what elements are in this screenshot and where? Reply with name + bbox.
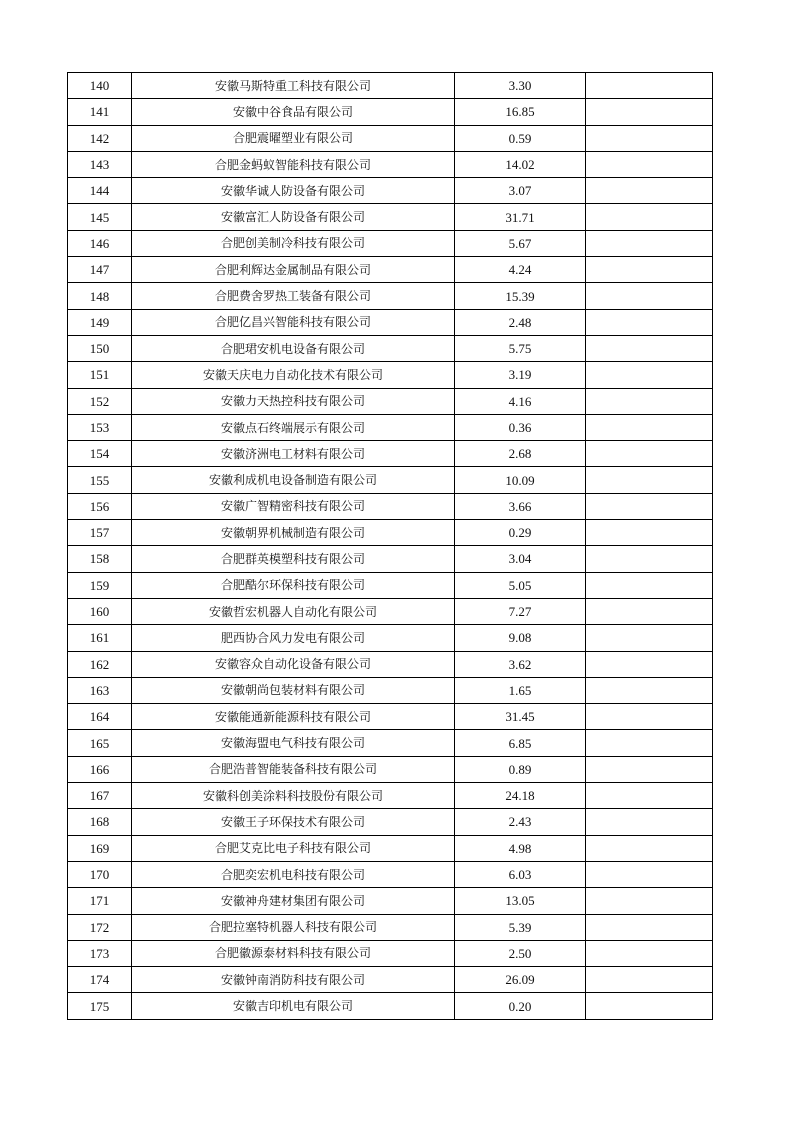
row-number-cell: 140 — [68, 73, 132, 99]
row-number-cell: 155 — [68, 467, 132, 493]
note-cell — [586, 783, 713, 809]
table-row — [68, 467, 713, 493]
row-number-cell: 170 — [68, 861, 132, 887]
table-row — [68, 861, 713, 887]
company-name-cell: 合肥拉塞特机器人科技有限公司 — [132, 914, 455, 940]
note-cell — [586, 204, 713, 230]
company-name-cell: 安徽济洲电工材料有限公司 — [132, 441, 455, 467]
note-cell — [586, 362, 713, 388]
table-row — [68, 73, 713, 99]
table-row — [68, 125, 713, 151]
row-number-cell: 150 — [68, 335, 132, 361]
company-name-cell: 安徽能通新能源科技有限公司 — [132, 704, 455, 730]
table-row — [68, 677, 713, 703]
company-name-cell: 安徽吉印机电有限公司 — [132, 993, 455, 1019]
company-name-cell: 合肥群英模塑科技有限公司 — [132, 546, 455, 572]
row-number-cell: 173 — [68, 940, 132, 966]
value-cell: 0.59 — [455, 125, 586, 151]
table-body — [68, 73, 713, 1020]
note-cell — [586, 99, 713, 125]
row-number-cell: 164 — [68, 704, 132, 730]
row-number-cell: 169 — [68, 835, 132, 861]
note-cell — [586, 598, 713, 624]
table-row — [68, 967, 713, 993]
note-cell — [586, 940, 713, 966]
company-name-cell: 合肥利辉达金属制品有限公司 — [132, 257, 455, 283]
value-cell: 24.18 — [455, 783, 586, 809]
value-cell: 0.29 — [455, 520, 586, 546]
row-number-cell: 156 — [68, 493, 132, 519]
company-name-cell: 合肥珺安机电设备有限公司 — [132, 335, 455, 361]
table-row — [68, 493, 713, 519]
company-name-cell: 安徽科创美涂料科技股份有限公司 — [132, 783, 455, 809]
value-cell: 13.05 — [455, 888, 586, 914]
table-row — [68, 940, 713, 966]
value-cell: 0.36 — [455, 414, 586, 440]
table-row — [68, 730, 713, 756]
value-cell: 5.05 — [455, 572, 586, 598]
table-row — [68, 651, 713, 677]
table-row — [68, 914, 713, 940]
row-number-cell: 167 — [68, 783, 132, 809]
company-name-cell: 合肥震曜塑业有限公司 — [132, 125, 455, 151]
value-cell: 2.68 — [455, 441, 586, 467]
note-cell — [586, 335, 713, 361]
value-cell: 3.04 — [455, 546, 586, 572]
company-name-cell: 肥西协合风力发电有限公司 — [132, 625, 455, 651]
note-cell — [586, 257, 713, 283]
table-row — [68, 835, 713, 861]
company-name-cell: 合肥创美制冷科技有限公司 — [132, 230, 455, 256]
note-cell — [586, 178, 713, 204]
table-row — [68, 388, 713, 414]
row-number-cell: 147 — [68, 257, 132, 283]
row-number-cell: 165 — [68, 730, 132, 756]
row-number-cell: 160 — [68, 598, 132, 624]
note-cell — [586, 151, 713, 177]
row-number-cell: 149 — [68, 309, 132, 335]
table-row — [68, 309, 713, 335]
row-number-cell: 161 — [68, 625, 132, 651]
note-cell — [586, 809, 713, 835]
row-number-cell: 158 — [68, 546, 132, 572]
value-cell: 2.48 — [455, 309, 586, 335]
value-cell: 0.89 — [455, 756, 586, 782]
note-cell — [586, 993, 713, 1019]
company-name-cell: 合肥费舍罗热工装备有限公司 — [132, 283, 455, 309]
row-number-cell: 142 — [68, 125, 132, 151]
note-cell — [586, 283, 713, 309]
value-cell: 14.02 — [455, 151, 586, 177]
company-name-cell: 安徽富汇人防设备有限公司 — [132, 204, 455, 230]
row-number-cell: 141 — [68, 99, 132, 125]
company-name-cell: 安徽中谷食品有限公司 — [132, 99, 455, 125]
note-cell — [586, 914, 713, 940]
value-cell: 15.39 — [455, 283, 586, 309]
company-name-cell: 安徽点石终端展示有限公司 — [132, 414, 455, 440]
note-cell — [586, 625, 713, 651]
row-number-cell: 157 — [68, 520, 132, 546]
row-number-cell: 145 — [68, 204, 132, 230]
note-cell — [586, 967, 713, 993]
company-name-cell: 合肥奕宏机电科技有限公司 — [132, 861, 455, 887]
value-cell: 3.30 — [455, 73, 586, 99]
note-cell — [586, 230, 713, 256]
row-number-cell: 143 — [68, 151, 132, 177]
company-name-cell: 合肥浩普智能装备科技有限公司 — [132, 756, 455, 782]
row-number-cell: 174 — [68, 967, 132, 993]
note-cell — [586, 572, 713, 598]
company-name-cell: 合肥亿昌兴智能科技有限公司 — [132, 309, 455, 335]
table-row — [68, 756, 713, 782]
note-cell — [586, 546, 713, 572]
row-number-cell: 163 — [68, 677, 132, 703]
company-name-cell: 合肥酷尔环保科技有限公司 — [132, 572, 455, 598]
value-cell: 5.75 — [455, 335, 586, 361]
note-cell — [586, 888, 713, 914]
value-cell: 9.08 — [455, 625, 586, 651]
table-row — [68, 335, 713, 361]
table-row — [68, 993, 713, 1019]
value-cell: 10.09 — [455, 467, 586, 493]
value-cell: 1.65 — [455, 677, 586, 703]
note-cell — [586, 835, 713, 861]
note-cell — [586, 467, 713, 493]
row-number-cell: 144 — [68, 178, 132, 204]
value-cell: 26.09 — [455, 967, 586, 993]
value-cell: 2.50 — [455, 940, 586, 966]
note-cell — [586, 388, 713, 414]
row-number-cell: 151 — [68, 362, 132, 388]
table-row — [68, 572, 713, 598]
row-number-cell: 162 — [68, 651, 132, 677]
company-name-cell: 合肥金蚂蚁智能科技有限公司 — [132, 151, 455, 177]
company-name-cell: 安徽朝界机械制造有限公司 — [132, 520, 455, 546]
company-name-cell: 安徽广智精密科技有限公司 — [132, 493, 455, 519]
note-cell — [586, 730, 713, 756]
row-number-cell: 168 — [68, 809, 132, 835]
table-row — [68, 809, 713, 835]
row-number-cell: 146 — [68, 230, 132, 256]
company-name-cell: 合肥徽源泰材料科技有限公司 — [132, 940, 455, 966]
company-name-cell: 安徽天庆电力自动化技术有限公司 — [132, 362, 455, 388]
table-row — [68, 520, 713, 546]
table-row — [68, 546, 713, 572]
value-cell: 4.98 — [455, 835, 586, 861]
table-row — [68, 888, 713, 914]
table-row — [68, 230, 713, 256]
company-name-cell: 安徽钟南消防科技有限公司 — [132, 967, 455, 993]
table-row — [68, 598, 713, 624]
table-row — [68, 783, 713, 809]
table-row — [68, 362, 713, 388]
value-cell: 31.45 — [455, 704, 586, 730]
note-cell — [586, 651, 713, 677]
note-cell — [586, 756, 713, 782]
value-cell: 4.24 — [455, 257, 586, 283]
row-number-cell: 159 — [68, 572, 132, 598]
company-name-cell: 安徽容众自动化设备有限公司 — [132, 651, 455, 677]
note-cell — [586, 520, 713, 546]
note-cell — [586, 73, 713, 99]
value-cell: 3.62 — [455, 651, 586, 677]
table-row — [68, 178, 713, 204]
table-row — [68, 414, 713, 440]
table-row — [68, 441, 713, 467]
company-name-cell: 安徽马斯特重工科技有限公司 — [132, 73, 455, 99]
value-cell: 5.67 — [455, 230, 586, 256]
company-name-cell: 安徽哲宏机器人自动化有限公司 — [132, 598, 455, 624]
row-number-cell: 154 — [68, 441, 132, 467]
row-number-cell: 171 — [68, 888, 132, 914]
company-name-cell: 安徽神舟建材集团有限公司 — [132, 888, 455, 914]
table-row — [68, 204, 713, 230]
note-cell — [586, 441, 713, 467]
value-cell: 0.20 — [455, 993, 586, 1019]
table-row — [68, 151, 713, 177]
company-name-cell: 安徽利成机电设备制造有限公司 — [132, 467, 455, 493]
company-name-cell: 安徽力天热控科技有限公司 — [132, 388, 455, 414]
note-cell — [586, 677, 713, 703]
value-cell: 7.27 — [455, 598, 586, 624]
row-number-cell: 148 — [68, 283, 132, 309]
value-cell: 3.66 — [455, 493, 586, 519]
row-number-cell: 175 — [68, 993, 132, 1019]
note-cell — [586, 861, 713, 887]
company-name-cell: 安徽海盟电气科技有限公司 — [132, 730, 455, 756]
note-cell — [586, 125, 713, 151]
value-cell: 16.85 — [455, 99, 586, 125]
value-cell: 6.03 — [455, 861, 586, 887]
row-number-cell: 152 — [68, 388, 132, 414]
table-row — [68, 704, 713, 730]
value-cell: 4.16 — [455, 388, 586, 414]
value-cell: 31.71 — [455, 204, 586, 230]
company-table — [67, 72, 713, 1020]
note-cell — [586, 493, 713, 519]
note-cell — [586, 309, 713, 335]
company-name-cell: 安徽王子环保技术有限公司 — [132, 809, 455, 835]
table-row — [68, 283, 713, 309]
row-number-cell: 172 — [68, 914, 132, 940]
company-name-cell: 安徽朝尚包装材料有限公司 — [132, 677, 455, 703]
table-row — [68, 257, 713, 283]
table-row — [68, 625, 713, 651]
company-name-cell: 安徽华诚人防设备有限公司 — [132, 178, 455, 204]
value-cell: 5.39 — [455, 914, 586, 940]
row-number-cell: 153 — [68, 414, 132, 440]
company-name-cell: 合肥艾克比电子科技有限公司 — [132, 835, 455, 861]
value-cell: 6.85 — [455, 730, 586, 756]
note-cell — [586, 414, 713, 440]
table-row — [68, 99, 713, 125]
value-cell: 3.07 — [455, 178, 586, 204]
value-cell: 2.43 — [455, 809, 586, 835]
note-cell — [586, 704, 713, 730]
value-cell: 3.19 — [455, 362, 586, 388]
row-number-cell: 166 — [68, 756, 132, 782]
